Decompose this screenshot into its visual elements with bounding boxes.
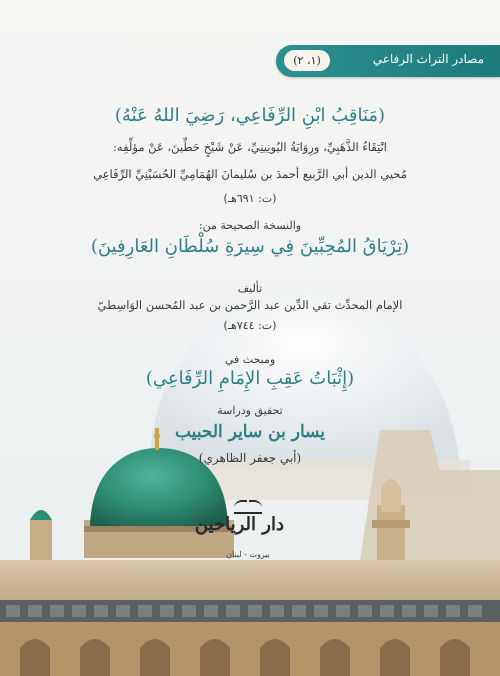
section-label: ومبحث في [224, 353, 276, 366]
subtitle-line: انْتِقَاءُ الذَّهَبِيِّ، ورِوَايَةُ اليُونِينِيِّ، عَنْ شَيْخٍ حَطِّينَ، عَنْ مؤلِّفِه: [113, 140, 387, 154]
also-included-label: والنسخة الصحيحة من: [198, 219, 302, 232]
author-death-date: (ت: ٦٩١هـ) [223, 192, 277, 205]
editor-name: يسار بن ساير الحبيب [174, 422, 326, 442]
second-author-line: الإمام المحدِّث تقي الدِّين عبد الرَّحمن بن عبد المُحسن الوَاسِطيّ [97, 298, 403, 312]
editor-kunya: (أبي جعفر الظاهري) [198, 451, 302, 465]
series-banner [276, 45, 500, 77]
series-title: مصادر التراث الرفاعي [372, 52, 484, 66]
book-title-third: (إِثْبَاتُ عَقِبِ الإِمَامِ الرِّفَاعِي) [145, 368, 355, 389]
open-book-icon [234, 498, 262, 514]
editing-label: تحقيق ودراسة [217, 404, 283, 417]
authorship-label: تأليف [237, 282, 263, 295]
publisher-name: دار الرياحين [194, 514, 284, 535]
second-author-death-date: (ت: ٧٤٤هـ) [223, 319, 277, 332]
series-number-badge: (١، ٢) [284, 50, 330, 71]
book-title-second: (تِرْيَاقُ المُحِبِّينَ فِي سِيرَةِ سُلْطَانِ العَارِفِينَ) [90, 236, 410, 257]
publisher-city: بيروت - لبنان [226, 550, 270, 559]
publisher-logo [194, 498, 284, 568]
author-line: مُحيي الدين أبي الرَّبيع أحمدَ بن سُليمانَ الهُمَامِيِّ الحُسَيْنِيِّ الرِّفَاعِي [93, 167, 407, 181]
book-title-main: (مَنَاقِبُ ابْنِ الرِّفَاعِي، رَضِيَ اللهُ عَنْهُ) [114, 105, 386, 126]
